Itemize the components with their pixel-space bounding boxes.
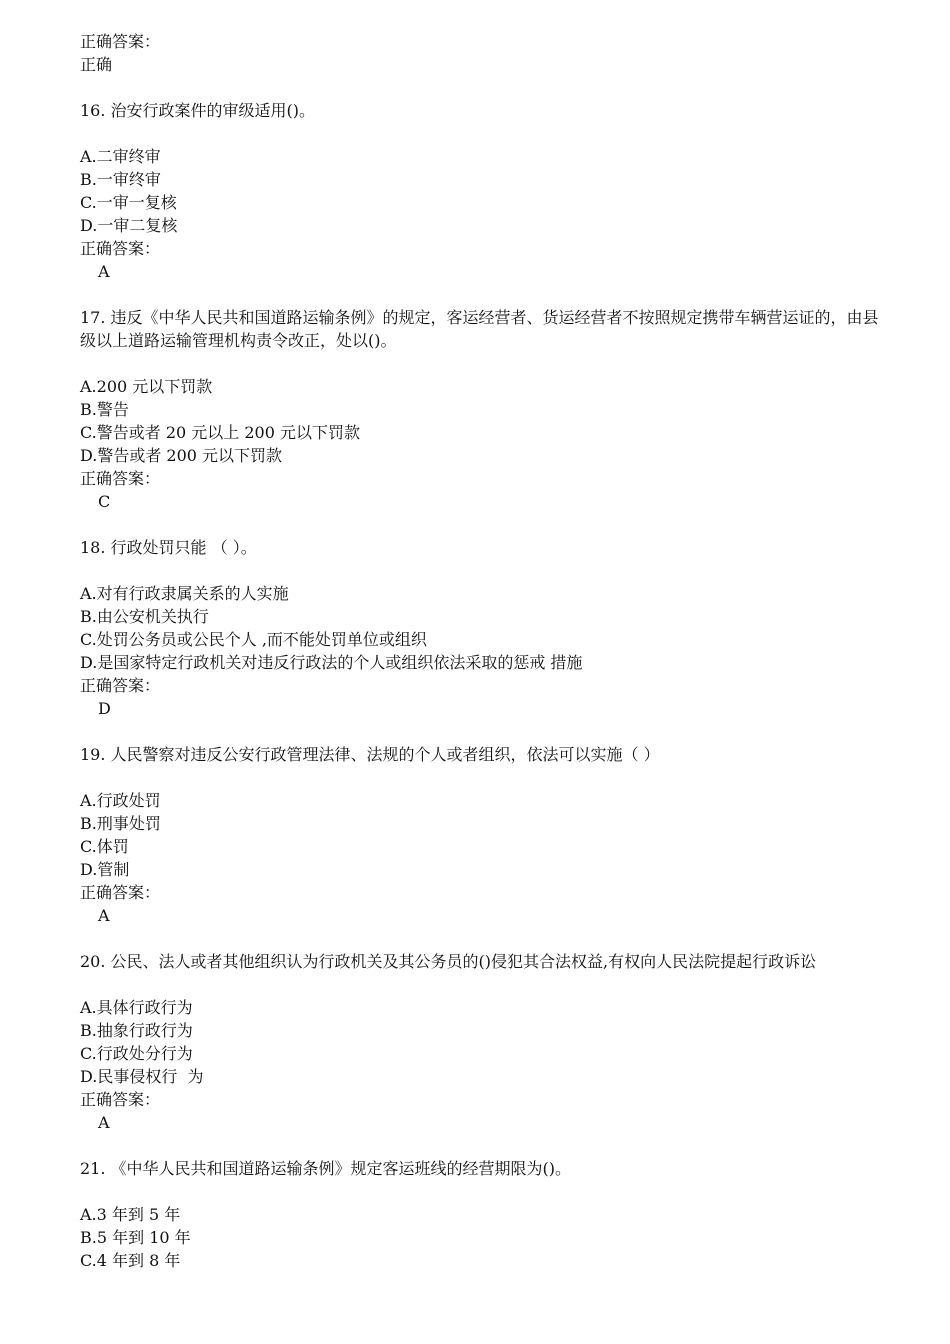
option-c: C.4 年到 8 年	[80, 1251, 181, 1270]
option-a: A.行政处罚	[80, 791, 161, 810]
option-a: A.对有行政隶属关系的人实施	[80, 584, 289, 603]
answer-value: A	[98, 1113, 110, 1132]
answer-value: C	[98, 492, 111, 511]
option-d: D.一审二复核	[80, 216, 178, 235]
answer-label: 正确答案：	[80, 883, 161, 902]
question-20	[80, 950, 880, 1134]
option-c: C.体罚	[80, 837, 129, 856]
option-d: D.警告或者 200 元以下罚款	[80, 446, 283, 465]
document-page	[80, 30, 880, 1272]
answer-value: A	[98, 262, 110, 281]
answer-label: 正确答案：	[80, 469, 161, 488]
option-list	[80, 996, 880, 1088]
question-stem: 16. 治安行政案件的审级适用()。	[80, 101, 316, 120]
option-d: D.管制	[80, 860, 130, 879]
option-b: B.5 年到 10 年	[80, 1228, 191, 1247]
answer-label: 正确答案：	[80, 32, 161, 51]
option-d: D.是国家特定行政机关对违反行政法的个人或组织依法采取的惩戒 措施	[80, 653, 583, 672]
answer-value: D	[98, 699, 111, 718]
option-c: C.处罚公务员或公民个人 ,而不能处罚单位或组织	[80, 630, 427, 649]
option-c: C.行政处分行为	[80, 1044, 193, 1063]
question-stem: 17. 违反《中华人民共和国道路运输条例》的规定，客运经营者、货运经营者不按照规定携带车辆营运证的，由县级以上道路运输管理机构责令改正，处以()。	[80, 308, 879, 350]
question-16	[80, 99, 880, 283]
option-list	[80, 375, 880, 467]
question-19	[80, 743, 880, 927]
option-a: A.3 年到 5 年	[80, 1205, 181, 1224]
question-stem: 19. 人民警察对违反公安行政管理法律、法规的个人或者组织，依法可以实施（ ）	[80, 745, 660, 764]
question-stem: 18. 行政处罚只能 （ ）。	[80, 538, 257, 557]
option-list	[80, 1203, 880, 1272]
option-a: A.具体行政行为	[80, 998, 193, 1017]
option-c: C.警告或者 20 元以上 200 元以下罚款	[80, 423, 361, 442]
option-b: B.警告	[80, 400, 129, 419]
question-stem: 21. 《中华人民共和国道路运输条例》规定客运班线的经营期限为()。	[80, 1159, 572, 1178]
answer-label: 正确答案：	[80, 239, 161, 258]
option-d: D.民事侵权行 为	[80, 1067, 204, 1086]
question-21	[80, 1157, 880, 1272]
option-b: B.由公安机关执行	[80, 607, 209, 626]
answer-label: 正确答案：	[80, 1090, 161, 1109]
option-b: B.抽象行政行为	[80, 1021, 193, 1040]
question-17	[80, 306, 880, 513]
option-c: C.一审一复核	[80, 193, 177, 212]
option-a: A.200 元以下罚款	[80, 377, 213, 396]
question-18	[80, 536, 880, 720]
option-list	[80, 145, 880, 237]
option-b: B.刑事处罚	[80, 814, 161, 833]
option-list	[80, 582, 880, 674]
option-list	[80, 789, 880, 881]
answer-label: 正确答案：	[80, 676, 161, 695]
answer-value: A	[98, 906, 110, 925]
question-stem: 20. 公民、法人或者其他组织认为行政机关及其公务员的()侵犯其合法权益,有权向人民法院提起行政诉讼	[80, 952, 817, 971]
answer-value: 正确	[80, 55, 113, 74]
option-a: A.二审终审	[80, 147, 161, 166]
option-b: B.一审终审	[80, 170, 161, 189]
